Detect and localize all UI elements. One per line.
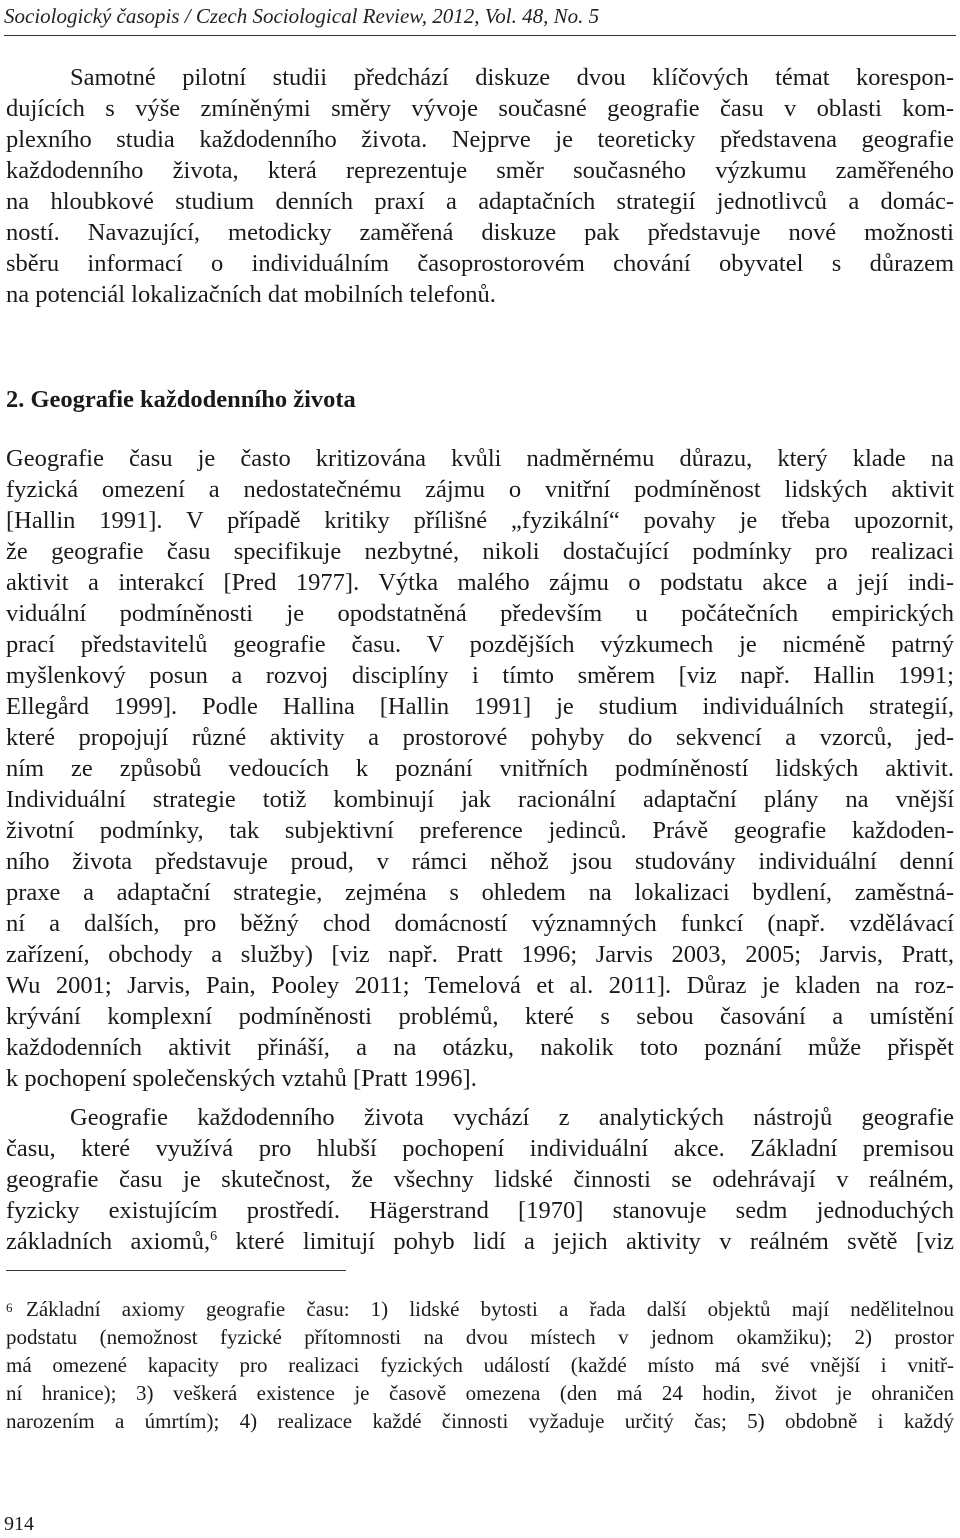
footnote-line: podstatu (nemožnost fyzické přítomnosti na dvou místech v jednom okamžiku); 2) prostor: [6, 1325, 954, 1349]
text-line: Ellegård 1999]. Podle Hallina [Hallin 1991] je studium individuálních strategií,: [6, 693, 954, 720]
text-line: času, které využívá pro hlubší pochopení individuální akce. Základní premisou: [6, 1135, 954, 1162]
text-line: Samotné pilotní studii předchází diskuze dvou klíčových témat korespon-: [70, 64, 954, 91]
text-line: [6, 1226, 954, 1257]
text-line: geografie času je skutečnost, že všechny lidské činnosti se odehrávají v reálném,: [6, 1166, 954, 1193]
text-line: fyzicky existujícím prostředí. Hägerstrand [1970] stanovuje sedm jednoduchých: [6, 1197, 954, 1224]
header-rule: [4, 35, 956, 36]
text-line: viduální podmíněnosti je opodstatněná především u počátečních empirických: [6, 600, 954, 627]
footnote-reference[interactable]: 6: [210, 1229, 218, 1244]
footnote-line: má omezené kapacity pro realizaci fyzických událostí (každé místo má své vnější i vnitř-: [6, 1353, 954, 1377]
text-line: zařízení, obchody a služby) [viz např. Pratt 1996; Jarvis 2003, 2005; Jarvis, Pratt,: [6, 941, 954, 968]
page-number: 914: [4, 1513, 34, 1535]
text-line: které propojují různé aktivity a prostorové pohyby do sekvencí a vzorců, jed-: [6, 724, 954, 751]
text-line: Geografie každodenního života vychází z analytických nástrojů geografie: [70, 1104, 954, 1131]
footnote-marker: 6: [6, 1300, 13, 1315]
text-segment: které limitují pohyb lidí a jejich aktivity v reálném světě [viz: [217, 1228, 954, 1255]
text-line: každodenního života, která reprezentuje směr současného výzkumu zaměřeného: [6, 157, 954, 184]
text-line: Individuální strategie totiž kombinují jak racionální adaptační plány na vnější: [6, 786, 954, 813]
text-line: fyzická omezení a nedostatečnému zájmu o vnitřní podmíněnost lidských aktivit: [6, 476, 954, 503]
text-line: prací představitelů geografie času. V pozdějších výzkumech je nicméně patrný: [6, 631, 954, 658]
text-line: plexního studia každodenního života. Nejprve je teoreticky představena geografie: [6, 126, 954, 153]
text-line: na potenciál lokalizačních dat mobilních telefonů.: [6, 281, 496, 308]
text-segment: základních axiomů,: [6, 1228, 211, 1255]
text-line: ního života představuje proud, v rámci něhož jsou studovány individuální denní: [6, 848, 954, 875]
text-line: ním ze způsobů vedoucích k poznání vnitřních podmíněností lidských aktivit.: [6, 755, 954, 782]
text-line: ní a dalších, pro běžný chod domácností významných funkcí (např. vzdělávací: [6, 910, 954, 937]
text-line: životní podmínky, tak subjektivní preference jedinců. Právě geografie každoden-: [6, 817, 954, 844]
running-header: Sociologický časopis / Czech Sociological Review, 2012, Vol. 48, No. 5: [4, 4, 600, 28]
footnote-line: ní hranice); 3) veškerá existence je časově omezena (den má 24 hodin, život je ohraničen: [6, 1381, 954, 1405]
text-line: Geografie času je často kritizována kvůli nadměrnému důrazu, který klade na: [6, 445, 954, 472]
text-line: že geografie času specifikuje nezbytné, nikoli dostačující podmínky pro realizaci: [6, 538, 954, 565]
text-line: Wu 2001; Jarvis, Pain, Pooley 2011; Temelová et al. 2011]. Důraz je kladen na roz-: [6, 972, 954, 999]
text-line: krývání komplexní podmíněnosti problémů, které s sebou časování a umístění: [6, 1003, 954, 1030]
text-line: praxe a adaptační strategie, zejména s ohledem na lokalizaci bydlení, zaměstná-: [6, 879, 954, 906]
footnote-line: narozením a úmrtím); 4) realizace každé činnosti vyžaduje určitý čas; 5) obdobně i každý: [6, 1409, 954, 1433]
text-line: každodenních aktivit přináší, a na otázku, nakolik toto poznání může přispět: [6, 1034, 954, 1061]
text-line: [Hallin 1991]. V případě kritiky přílišné „fyzikální“ povahy je třeba upozornit,: [6, 507, 954, 534]
text-line: sběru informací o individuálním časoprostorovém chování obyvatel s důrazem: [6, 250, 954, 277]
text-line: na hloubkové studium denních praxí a adaptačních strategií jednotlivců a domác-: [6, 188, 954, 215]
footnote-line: Základní axiomy geografie času: 1) lidské bytosti a řada další objektů mají nedělitelnou: [26, 1297, 954, 1321]
footnote-rule: [6, 1270, 346, 1271]
text-line: dujících s výše zmíněnými směry vývoje současné geografie času v oblasti kom-: [6, 95, 954, 122]
text-line: ností. Navazující, metodicky zaměřená diskuze pak představuje nové možnosti: [6, 219, 954, 246]
text-line: myšlenkový posun a rozvoj disciplíny i tímto směrem [viz např. Hallin 1991;: [6, 662, 954, 689]
section-heading: 2. Geografie každodenního života: [6, 386, 356, 413]
text-line: aktivit a interakcí [Pred 1977]. Výtka malého zájmu o podstatu akce a její indi-: [6, 569, 954, 596]
text-line: k pochopení společenských vztahů [Pratt 1996].: [6, 1065, 477, 1092]
